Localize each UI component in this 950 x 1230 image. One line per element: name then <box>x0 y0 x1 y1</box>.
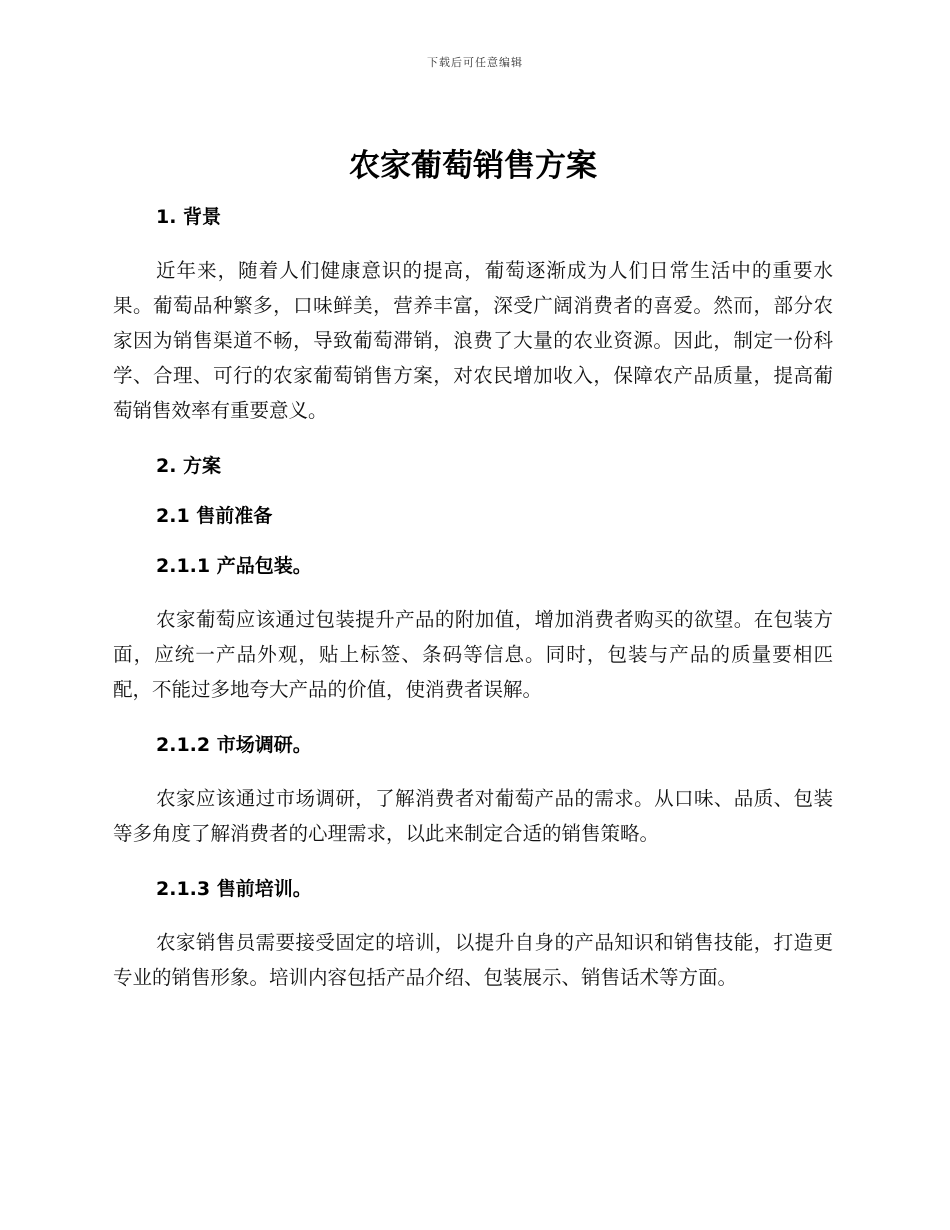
paragraph-packaging: 农家葡萄应该通过包装提升产品的附加值，增加消费者购买的欲望。在包装方面，应统一产品外观，贴上标签、条码等信息。同时，包装与产品的质量要相匹配，不能过多地夸大产品的价值，使消费者误解。 <box>113 608 833 702</box>
paragraph-background: 近年来，随着人们健康意识的提高，葡萄逐渐成为人们日常生活中的重要水果。葡萄品种繁多，口味鲜美，营养丰富，深受广阔消费者的喜爱。然而，部分农家因为销售渠道不畅，导致葡萄滞销，浪费了大量的农业资源。因此，制定一份科学、合理、可行的农家葡萄销售方案，对农民增加收入，保障农产品质量，提高葡萄销售效率有重要意义。 <box>113 259 833 423</box>
section-heading-presale-training: 2.1.3 售前培训。 <box>156 878 312 901</box>
header-note: 下载后可任意编辑 <box>427 56 523 69</box>
section-heading-presale-prep: 2.1 售前准备 <box>156 505 273 528</box>
paragraph-presale-training: 农家销售员需要接受固定的培训，以提升自身的产品知识和销售技能，打造更专业的销售形象。培训内容包括产品介绍、包装展示、销售话术等方面。 <box>113 931 833 990</box>
section-heading-packaging: 2.1.1 产品包装。 <box>156 555 312 578</box>
section-heading-background: 1. 背景 <box>156 206 222 229</box>
document-body <box>113 148 833 1019</box>
paragraph-market-research: 农家应该通过市场调研，了解消费者对葡萄产品的需求。从口味、品质、包装等多角度了解消费者的心理需求，以此来制定合适的销售策略。 <box>113 787 833 846</box>
section-heading-plan: 2. 方案 <box>156 455 222 478</box>
page-title: 农家葡萄销售方案 <box>349 148 597 184</box>
section-heading-market-research: 2.1.2 市场调研。 <box>156 734 312 757</box>
